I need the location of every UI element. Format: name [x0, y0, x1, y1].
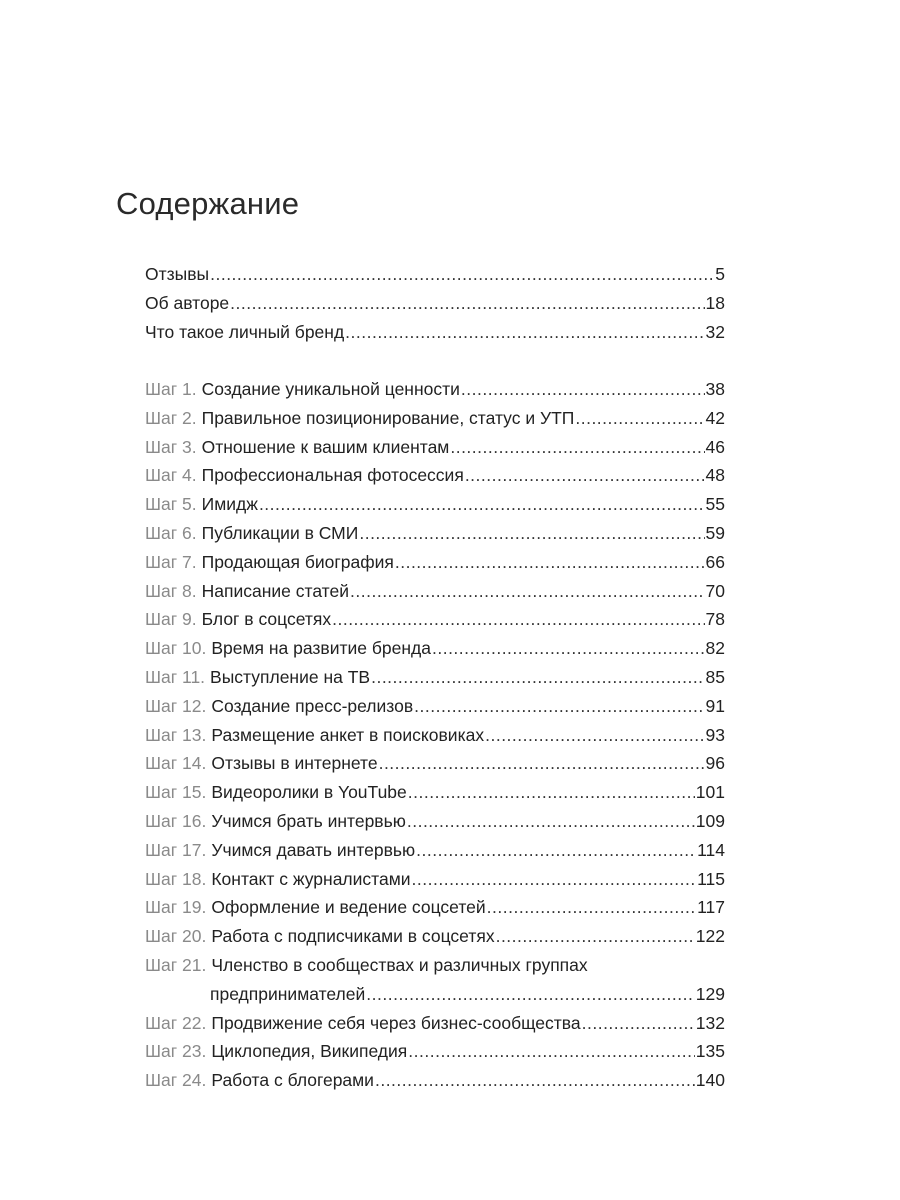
toc-page-number: 42	[705, 407, 725, 428]
toc-page-number: 132	[695, 1012, 725, 1033]
step-label: Шаг 14.	[145, 753, 207, 774]
step-label: Шаг 2.	[145, 407, 197, 428]
step-label: Шаг 15.	[145, 782, 207, 803]
toc-page-number: 82	[705, 638, 725, 659]
dot-leader	[210, 260, 714, 289]
dot-leader	[465, 461, 705, 490]
toc-page-number: 135	[695, 1041, 725, 1062]
toc-entry-step-5[interactable]	[145, 490, 725, 519]
toc-entry-title: Имидж	[201, 494, 258, 515]
toc-entry-title: Отзывы в интернете	[211, 753, 378, 774]
toc-page-number: 129	[695, 983, 725, 1004]
toc-entry-step-15[interactable]	[145, 778, 725, 807]
toc-entry-step-20[interactable]	[145, 922, 725, 951]
dot-leader	[345, 318, 704, 347]
dot-leader	[582, 1009, 695, 1038]
dot-leader	[461, 375, 705, 404]
toc-entry[interactable]	[145, 260, 725, 289]
dot-leader	[366, 980, 695, 1009]
toc-page-number: 46	[705, 436, 725, 457]
dot-leader	[407, 807, 695, 836]
toc-entry-step-1[interactable]	[145, 375, 725, 404]
dot-leader	[379, 749, 705, 778]
toc-entry-title: Блог в соцсетях	[201, 609, 332, 630]
toc-intro-list	[145, 260, 725, 346]
dot-leader	[359, 519, 704, 548]
toc-page-number: 78	[705, 609, 725, 630]
step-label: Шаг 10.	[145, 638, 207, 659]
toc-entry-step-3[interactable]	[145, 433, 725, 462]
toc-entry-title: Циклопедия, Википедия	[211, 1041, 408, 1062]
toc-page-number: 122	[695, 926, 725, 947]
toc-entry-step-10[interactable]	[145, 634, 725, 663]
step-label: Шаг 24.	[145, 1070, 207, 1091]
toc-page-number: 114	[697, 839, 725, 860]
toc-entry-title: Учимся брать интервью	[211, 810, 406, 831]
toc-entry-title: Написание статей	[201, 580, 350, 601]
step-label: Шаг 13.	[145, 724, 207, 745]
dot-leader	[575, 404, 704, 433]
toc-entry-title: Об авторе	[145, 292, 230, 313]
toc-page-number: 140	[695, 1070, 725, 1091]
toc-entry-title-continued: предпринимателей	[210, 983, 366, 1004]
dot-leader	[432, 634, 705, 663]
step-label: Шаг 23.	[145, 1041, 207, 1062]
toc-page-number: 70	[705, 580, 725, 601]
dot-leader	[230, 289, 704, 318]
toc-entry-step-19[interactable]	[145, 893, 725, 922]
step-label: Шаг 12.	[145, 695, 207, 716]
toc-entry-step-9[interactable]	[145, 605, 725, 634]
toc-entry-title: Выступление на ТВ	[210, 666, 371, 687]
toc-entry-title: Создание уникальной ценности	[201, 379, 460, 399]
toc-page-number: 38	[705, 379, 725, 399]
step-label: Шаг 5.	[145, 494, 197, 515]
toc-page-number: 66	[705, 551, 725, 572]
toc-page-number: 109	[695, 810, 725, 831]
toc-entry-title: Продающая биография	[201, 551, 394, 572]
toc-page-number: 18	[705, 292, 725, 313]
toc-entry-title: Что такое личный бренд	[145, 321, 345, 342]
step-label: Шаг 20.	[145, 926, 207, 947]
toc-entry-title: Видеоролики в YouTube	[211, 782, 407, 803]
toc-entry-step-23[interactable]	[145, 1037, 725, 1066]
step-label: Шаг 22.	[145, 1012, 207, 1033]
toc-entry-step-13[interactable]	[145, 721, 725, 750]
step-label: Шаг 21.	[145, 954, 207, 975]
toc-page-number: 32	[705, 321, 725, 342]
dot-leader	[332, 605, 704, 634]
dot-leader	[259, 490, 705, 519]
toc-entry[interactable]	[145, 289, 725, 318]
toc-steps-list	[145, 375, 725, 1095]
toc-entry-title: Публикации в СМИ	[201, 522, 359, 543]
toc-entry-title: Правильное позиционирование, статус и УТП	[201, 407, 575, 428]
step-label: Шаг 19.	[145, 897, 207, 918]
toc-entry-title: Время на развитие бренда	[211, 638, 431, 659]
dot-leader	[485, 721, 704, 750]
toc-entry-title: Членство в сообществах и различных группах	[211, 954, 588, 975]
dot-leader	[450, 433, 704, 462]
dot-leader	[487, 893, 696, 922]
toc-entry-title: Размещение анкет в поисковиках	[211, 724, 485, 745]
toc-entry-step-12[interactable]	[145, 692, 725, 721]
step-label: Шаг 11.	[145, 666, 206, 687]
toc-page-number: 96	[705, 753, 725, 774]
toc-entry-step-18[interactable]	[145, 865, 725, 894]
toc-entry-step-4[interactable]	[145, 461, 725, 490]
dot-leader	[412, 865, 697, 894]
toc-entry-title: Профессиональная фотосессия	[201, 465, 464, 486]
toc-page-number: 59	[705, 522, 725, 543]
toc-page-number: 85	[705, 666, 725, 687]
toc-entry-title: Работа с подписчиками в соцсетях	[211, 926, 495, 947]
toc-entry-title: Учимся давать интервью	[211, 839, 416, 860]
toc-page-number: 115	[697, 868, 725, 889]
step-label: Шаг 16.	[145, 810, 207, 831]
toc-entry[interactable]	[145, 318, 725, 347]
toc-entry-step-7[interactable]	[145, 548, 725, 577]
toc-entry-step-14[interactable]	[145, 749, 725, 778]
dot-leader	[408, 1037, 695, 1066]
toc-entry-title: Создание пресс-релизов	[211, 695, 414, 716]
step-label: Шаг 4.	[145, 465, 197, 486]
step-label: Шаг 9.	[145, 609, 197, 630]
toc-entry-step-22[interactable]	[145, 1009, 725, 1038]
toc-entry-step-2[interactable]	[145, 404, 725, 433]
dot-leader	[408, 778, 695, 807]
toc-entry-step-21-continued[interactable]	[145, 980, 725, 1009]
step-label: Шаг 8.	[145, 580, 197, 601]
toc-page-number: 5	[715, 264, 725, 284]
toc-entry-title: Контакт с журналистами	[211, 868, 411, 889]
toc-entry-step-8[interactable]	[145, 577, 725, 606]
toc-entry-step-6[interactable]	[145, 519, 725, 548]
dot-leader	[395, 548, 705, 577]
dot-leader	[496, 922, 695, 951]
toc-page-number: 93	[705, 724, 725, 745]
step-label: Шаг 6.	[145, 522, 197, 543]
toc-page-number: 101	[695, 782, 725, 803]
toc-page-number: 91	[705, 695, 725, 716]
page-title: Содержание	[116, 186, 300, 221]
toc-entry-step-21[interactable]	[145, 951, 725, 980]
toc-entry-title: Оформление и ведение соцсетей	[211, 897, 486, 918]
dot-leader	[371, 663, 704, 692]
dot-leader	[416, 836, 696, 865]
toc-entry-step-16[interactable]	[145, 807, 725, 836]
step-label: Шаг 7.	[145, 551, 197, 572]
toc-page-number: 117	[697, 897, 725, 918]
toc-entry-step-11[interactable]	[145, 663, 725, 692]
dot-leader	[414, 692, 704, 721]
toc-entry-title: Работа с блогерами	[211, 1070, 374, 1091]
step-label: Шаг 1.	[145, 379, 197, 399]
toc-page-number: 55	[705, 494, 725, 515]
toc-entry-step-17[interactable]	[145, 836, 725, 865]
toc-entry-step-24[interactable]	[145, 1066, 725, 1095]
dot-leader	[350, 577, 705, 606]
toc-entry-title: Отношение к вашим клиентам	[201, 436, 450, 457]
step-label: Шаг 3.	[145, 436, 197, 457]
toc-page-number: 48	[705, 465, 725, 486]
step-label: Шаг 17.	[145, 839, 207, 860]
toc-entry-title: Продвижение себя через бизнес-сообщества	[211, 1012, 581, 1033]
step-label: Шаг 18.	[145, 868, 207, 889]
dot-leader	[375, 1066, 695, 1095]
toc-entry-title: Отзывы	[145, 264, 210, 284]
